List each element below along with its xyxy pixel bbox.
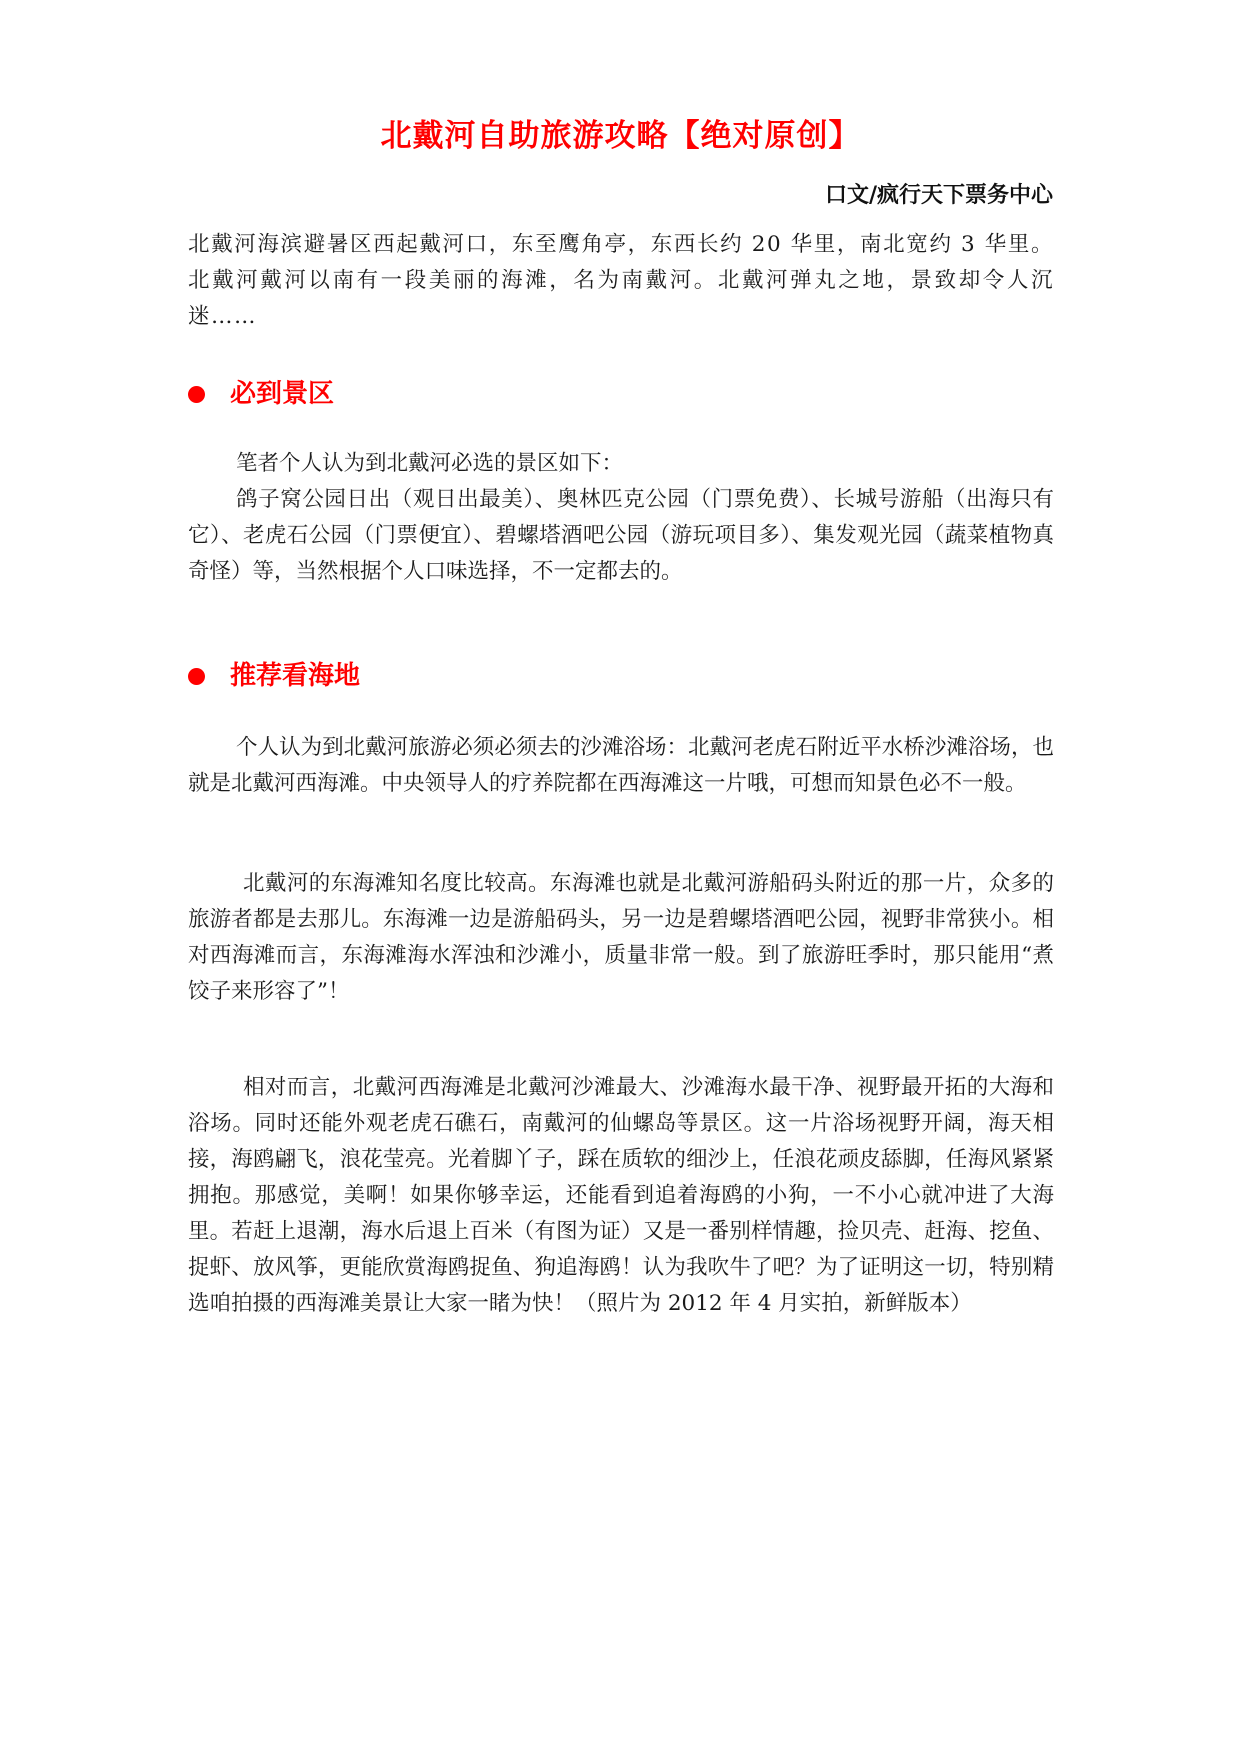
section-heading-must-visit [188, 376, 334, 412]
section-heading-recommended-beach [188, 658, 360, 694]
author-byline: 口文/疯行天下票务中心 [824, 182, 1053, 208]
bullet-icon [188, 386, 205, 403]
bullet-icon [188, 668, 205, 685]
paragraph: 相对而言，北戴河西海滩是北戴河沙滩最大、沙滩海水最干净、视野最开拓的大海和浴场。同时还能外观老虎石礁石，南戴河的仙螺岛等景区。这一片浴场视野开阔，海天相接，海鸥翩飞，浪花莹亮。光着脚丫子，踩在质软的细沙上，任浪花顽皮舔脚，任海风紧紧拥抱。那感觉，美啊！如果你够幸运，还能看到追着海鸥的小狗，一不小心就冲进了大海里。若赶上退潮，海水后退上百米（有图为证）又是一番别样情趣，捡贝壳、赶海、挖鱼、捉虾、放风筝，更能欣赏海鸥捉鱼、狗追海鸥！认为我吹牛了吧？为了证明这一切，特别精选咱拍摄的西海滩美景让大家一睹为快！（照片为 2012 年 4 月实拍，新鲜版本） [188, 1075, 1054, 1316]
document-title: 北戴河自助旅游攻略【绝对原创】 [380, 118, 861, 154]
paragraph: 笔者个人认为到北戴河必选的景区如下： [236, 451, 624, 476]
paragraph: 个人认为到北戴河旅游必须必须去的沙滩浴场：北戴河老虎石附近平水桥沙滩浴场，也就是北戴河西海滩。中央领导人的疗养院都在西海滩这一片哦，可想而知景色必不一般。 [188, 735, 1054, 796]
intro-paragraph: 北戴河海滨避暑区西起戴河口，东至鹰角亭，东西长约 20 华里，南北宽约 3 华里。北戴河戴河以南有一段美丽的海滩，名为南戴河。北戴河弹丸之地，景致却令人沉迷…… [188, 232, 1054, 329]
paragraph: 北戴河的东海滩知名度比较高。东海滩也就是北戴河游船码头附近的那一片，众多的旅游者都是去那儿。东海滩一边是游船码头，另一边是碧螺塔酒吧公园，视野非常狭小。相对西海滩而言，东海滩海水浑浊和沙滩小，质量非常一般。到了旅游旺季时，那只能用“煮饺子来形容了”！ [188, 871, 1054, 1004]
section-body-must-visit [188, 446, 1054, 590]
section-heading-text: 推荐看海地 [230, 661, 361, 691]
paragraph-west-beach-intro [188, 730, 1054, 802]
section-heading-text: 必到景区 [230, 379, 335, 409]
paragraph: 鸽子窝公园日出（观日出最美）、奥林匹克公园（门票免费）、长城号游船（出海只有它）、老虎石公园（门票便宜）、碧螺塔酒吧公园（游玩项目多）、集发观光园（蔬菜植物真奇怪）等，当然根据个人口味选择，不一定都去的。 [188, 487, 1054, 584]
paragraph-west-beach-detail [188, 1070, 1054, 1322]
paragraph-east-beach [188, 866, 1054, 1010]
